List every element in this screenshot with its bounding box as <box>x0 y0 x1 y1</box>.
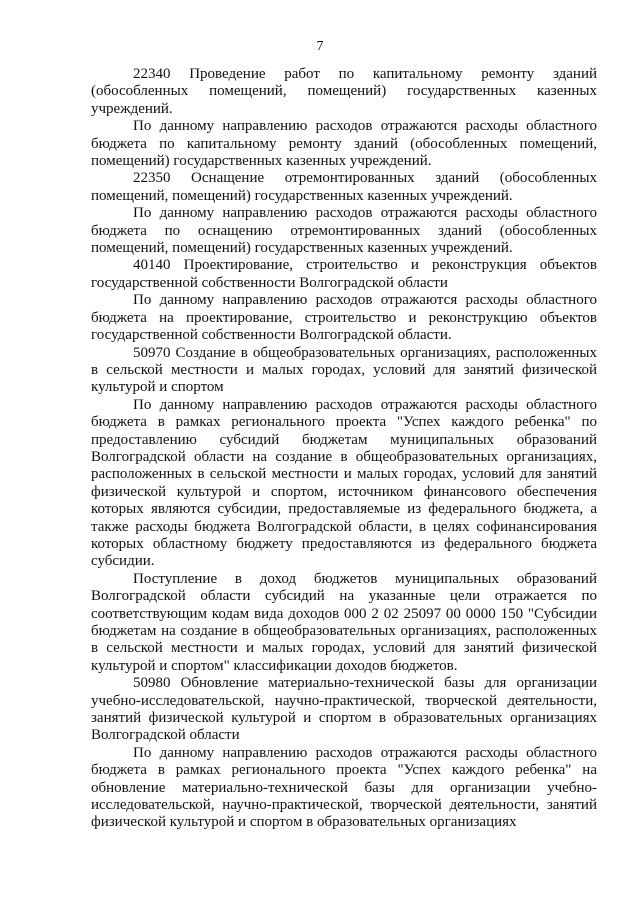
paragraph: По данному направлению расходов отражаются расходы областного бюджета по капитальному ремонту зданий (обособленных помещений, помещений) государственных казенных учреждений. <box>91 118 597 170</box>
paragraph: 50980 Обновление материально-технической базы для организации учебно-исследовательской, научно-практической, творческой деятельности, занятий физической культурой и спортом в образовательных организациях Волгоградской области <box>91 675 597 744</box>
paragraph: По данному направлению расходов отражаются расходы областного бюджета в рамках регионального проекта "Успех каждого ребенка" по предоставлению субсидий бюджетам муниципальных образований Волгоградской области на создание в общеобразовательных организациях, расположенных в сельской местности и малых городах, условий для занятий физической культурой и спортом, источником финансового обеспечения которых являются субсидии, предоставляемые из федерального бюджета, а также расходы бюджета Волгоградской области, в целях софинансирования которых областному бюджету предоставляются из федерального бюджета субсидии. <box>91 396 597 570</box>
paragraph: 22340 Проведение работ по капитальному ремонту зданий (обособленных помещений, помещений) государственных казенных учреждений. <box>91 66 597 117</box>
document-body <box>91 66 597 832</box>
paragraph: По данному направлению расходов отражаются расходы областного бюджета на проектирование, строительство и реконструкцию объектов государственной собственности Волгоградской области. <box>91 292 597 344</box>
paragraph: По данному направлению расходов отражаются расходы областного бюджета в рамках регионального проекта "Успех каждого ребенка" на обновление материально-технической базы для организации учебно-исследовательской, научно-практической, творческой деятельности, занятий физической культурой и спортом в образовательных организациях <box>91 744 597 831</box>
paragraph: По данному направлению расходов отражаются расходы областного бюджета по оснащению отремонтированных зданий (обособленных помещений, помещений) государственных казенных учреждений. <box>91 205 597 257</box>
paragraph: 22350 Оснащение отремонтированных зданий (обособленных помещений, помещений) государственных казенных учреждений. <box>91 170 597 204</box>
paragraph: 50970 Создание в общеобразовательных организациях, расположенных в сельской местности и малых городах, условий для занятий физической культурой и спортом <box>91 344 597 396</box>
paragraph: 40140 Проектирование, строительство и реконструкция объектов государственной собственности Волгоградской области <box>91 257 597 291</box>
paragraph: Поступление в доход бюджетов муниципальных образований Волгоградской области субсидий на указанные цели отражается по соответствующим кодам вида доходов 000 2 02 25097 00 0000 150 "Субсидии бюджетам на создание в общеобразовательных организациях, расположенных в сельской местности и малых городах, условий для занятий физической культурой и спортом" классификации доходов бюджетов. <box>91 570 597 674</box>
page-number: 7 <box>316 39 324 54</box>
